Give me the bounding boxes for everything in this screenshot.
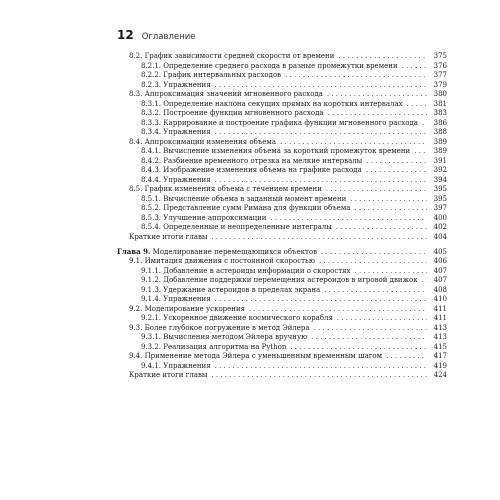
toc-entry[interactable] — [117, 100, 447, 109]
toc-entry-title — [141, 176, 427, 185]
toc-entry-title — [141, 276, 427, 285]
toc-entry-text: 8.5.1. Вычисление объема в заданный момент времени — [141, 194, 347, 203]
toc-entry-text: 8.4.3. Изображение изменения объема на графике расхода — [141, 166, 362, 174]
toc-page-number: 405 — [427, 248, 447, 257]
toc-page-number: 379 — [427, 81, 447, 90]
toc-entry[interactable] — [117, 109, 447, 118]
toc-entry-title — [141, 195, 427, 204]
toc-page-number: 389 — [427, 138, 447, 147]
toc-entry-title — [141, 223, 427, 232]
toc-page-number: 411 — [427, 314, 447, 323]
toc-entry-text: Моделирование перемещающихся объектов — [150, 247, 318, 256]
toc-page-number: 381 — [427, 100, 447, 109]
toc-entry-text: 9.3.2. Реализация алгоритма на Python — [141, 342, 287, 351]
toc-page-number: 377 — [427, 71, 447, 80]
toc-entry-text: 8.2. График зависимости средней скорости от времени — [129, 52, 335, 60]
toc-entry[interactable] — [117, 185, 447, 194]
toc-entry-title — [117, 247, 427, 257]
toc-entry[interactable] — [117, 343, 447, 352]
toc-entry-text: 9.4.1. Упражнения — [141, 361, 211, 370]
page-header — [117, 28, 195, 42]
toc-entry[interactable] — [117, 362, 447, 371]
toc-entry-text: 8.5. График изменения объема с течением времени — [129, 185, 322, 193]
toc-entry-title — [129, 185, 427, 194]
toc-entry[interactable] — [117, 138, 447, 147]
toc-entry-text: 9.1.1. Добавление в астероиды информации о скоростях — [141, 266, 351, 275]
toc-entry-title — [141, 295, 427, 304]
toc-entry-text: 8.5.3. Улучшение аппроксимации — [141, 213, 267, 222]
toc-entry[interactable] — [117, 81, 447, 90]
toc-entry-text: Краткие итоги главы — [129, 232, 208, 241]
toc-entry-text: 8.3. Аппроксимация значений мгновенного расхода — [129, 90, 323, 98]
toc-entry-text: 9.1.3. Удержание астероидов в пределах экрана — [141, 285, 321, 294]
toc-page-number: 376 — [427, 62, 447, 71]
toc-entry-text: 8.2.1. Определение среднего расхода в разные промежутки времени — [141, 61, 398, 70]
toc-entry-text: 8.4. Аппроксимации изменения объема — [129, 137, 277, 146]
toc-entry-text: 9.2. Моделирование ускорения — [129, 304, 246, 313]
toc-entry[interactable] — [117, 324, 447, 333]
toc-entry[interactable] — [117, 147, 447, 156]
toc-page-number: 386 — [427, 119, 447, 128]
toc-entry-title — [141, 333, 427, 342]
toc-entry-title — [129, 352, 427, 361]
toc-page-number: 388 — [427, 128, 447, 137]
toc-entry-title — [141, 100, 427, 109]
toc-page-number: 413 — [427, 324, 447, 333]
toc-entry[interactable] — [117, 119, 447, 128]
toc-entry-title — [141, 81, 427, 90]
toc-entry-title — [141, 286, 427, 295]
toc-entry-text: 9.3. Более глубокое погружение в метод Эйлера — [129, 323, 310, 332]
toc-entry-title — [129, 324, 427, 333]
toc-page-number: 395 — [427, 195, 447, 204]
toc-entry-text: 8.5.4. Определенные и неопределенные интегралы — [141, 223, 332, 231]
toc-entry-text: 9.1.2. Добавление поддержки перемещения астероидов в игровой движок — [141, 276, 418, 284]
toc-entry-text: 8.3.4. Упражнения — [141, 128, 211, 136]
toc-entry-text: 8.3.2. Построение функции мгновенного расхода — [141, 109, 324, 117]
toc-entry[interactable] — [117, 176, 447, 185]
toc-entry-text: 9.4. Применение метода Эйлера с уменьшенным временным шагом — [129, 352, 383, 360]
toc-entry-text: 9.2.1. Ускоренное движение космического корабля — [141, 314, 333, 322]
toc-page-number: 407 — [427, 267, 447, 276]
toc-page-number: 375 — [427, 52, 447, 61]
toc-page-number: 395 — [427, 185, 447, 194]
toc-page-number: 417 — [427, 352, 447, 361]
toc-entry-title — [129, 257, 427, 266]
toc-entry-title — [129, 371, 427, 380]
toc-entry[interactable] — [117, 223, 447, 232]
toc-entry-text: 9.3.1. Вычисления методом Эйлера вручную — [141, 333, 308, 341]
toc-entry-text: 8.4.4. Упражнения — [141, 175, 211, 184]
toc-entry-text: 9.1.4. Упражнения — [141, 295, 211, 303]
toc-entry[interactable] — [117, 286, 447, 295]
toc-entry[interactable] — [117, 90, 447, 99]
toc-page-number: 413 — [427, 333, 447, 342]
toc-entry[interactable] — [117, 52, 447, 61]
toc-page-number: 397 — [427, 204, 447, 213]
table-of-contents — [117, 52, 447, 381]
toc-page-number: 408 — [427, 286, 447, 295]
toc-entry-title — [141, 62, 427, 71]
toc-entry[interactable] — [117, 128, 447, 137]
toc-entry-title — [141, 214, 427, 223]
toc-page-number: 380 — [427, 90, 447, 99]
toc-entry-title — [141, 267, 427, 276]
toc-page-number: 392 — [427, 166, 447, 175]
toc-page-number: 402 — [427, 223, 447, 232]
toc-entry-title — [141, 166, 427, 175]
toc-page-number: 410 — [427, 295, 447, 304]
toc-entry-text: 8.5.2. Представление сумм Римана для функции объема — [141, 204, 351, 212]
header-title: Оглавление — [141, 32, 196, 42]
toc-entry-title — [141, 119, 427, 128]
toc-entry-title — [141, 147, 427, 156]
toc-entry[interactable] — [117, 371, 447, 380]
toc-page-number: 394 — [427, 176, 447, 185]
toc-entry-text: 8.2.3. Упражнения — [141, 80, 211, 89]
toc-page-number: 404 — [427, 233, 447, 242]
toc-entry[interactable] — [117, 305, 447, 314]
toc-page-number: 391 — [427, 157, 447, 166]
toc-entry-text: Краткие итоги главы — [129, 371, 208, 379]
toc-entry[interactable] — [117, 233, 447, 242]
toc-page-number: 406 — [427, 257, 447, 266]
toc-entry[interactable] — [117, 295, 447, 304]
toc-entry[interactable] — [117, 157, 447, 166]
toc-entry[interactable] — [117, 214, 447, 223]
toc-entry-title — [141, 204, 427, 213]
toc-entry-title — [141, 314, 427, 323]
toc-entry-text: 8.3.3. Каррирование и построение графика функции мгновенного расхода — [141, 118, 418, 127]
toc-entry-title — [141, 343, 427, 352]
toc-page-number: 407 — [427, 276, 447, 285]
toc-entry-text: 8.4.2. Разбиение временного отрезка на мелкие интервалы — [141, 156, 363, 165]
toc-entry[interactable] — [117, 71, 447, 80]
toc-entry[interactable] — [117, 195, 447, 204]
toc-entry[interactable] — [117, 166, 447, 175]
toc-entry[interactable] — [117, 267, 447, 276]
toc-entry-text: 8.3.1. Определение наклона секущих прямых на коротких интервалах — [141, 99, 403, 108]
toc-entry-title — [141, 109, 427, 118]
toc-entry-title — [141, 128, 427, 137]
toc-entry[interactable] — [117, 333, 447, 342]
toc-page-number: 383 — [427, 109, 447, 118]
toc-entry[interactable] — [117, 314, 447, 323]
toc-entry[interactable] — [117, 247, 447, 257]
toc-entry-title — [129, 52, 427, 61]
toc-entry-title — [129, 90, 427, 99]
toc-entry-text: 9.1. Имитация движения с постоянной скоростью — [129, 257, 315, 265]
toc-entry-title — [129, 305, 427, 314]
toc-entry[interactable] — [117, 204, 447, 213]
toc-entry-title — [141, 362, 427, 371]
page-number: 12 — [117, 28, 134, 42]
toc-entry-title — [141, 157, 427, 166]
toc-page-number: 415 — [427, 343, 447, 352]
toc-entry[interactable] — [117, 276, 447, 285]
chapter-label: Глава 9. — [117, 246, 151, 256]
toc-entry-text: 8.4.1. Вычисление изменения объема за короткий промежуток времени — [141, 147, 411, 155]
toc-entry-title — [129, 233, 427, 242]
toc-entry[interactable] — [117, 352, 447, 361]
toc-page-number: 400 — [427, 214, 447, 223]
toc-entry-title — [141, 71, 427, 80]
toc-entry-text: 8.2.2. График интервальных расходов — [141, 71, 282, 79]
toc-entry[interactable] — [117, 257, 447, 266]
toc-page-number: 424 — [427, 371, 447, 380]
toc-page-number: 419 — [427, 362, 447, 371]
toc-page-number: 389 — [427, 147, 447, 156]
toc-page-number: 411 — [427, 305, 447, 314]
toc-entry-title — [129, 138, 427, 147]
toc-entry[interactable] — [117, 62, 447, 71]
